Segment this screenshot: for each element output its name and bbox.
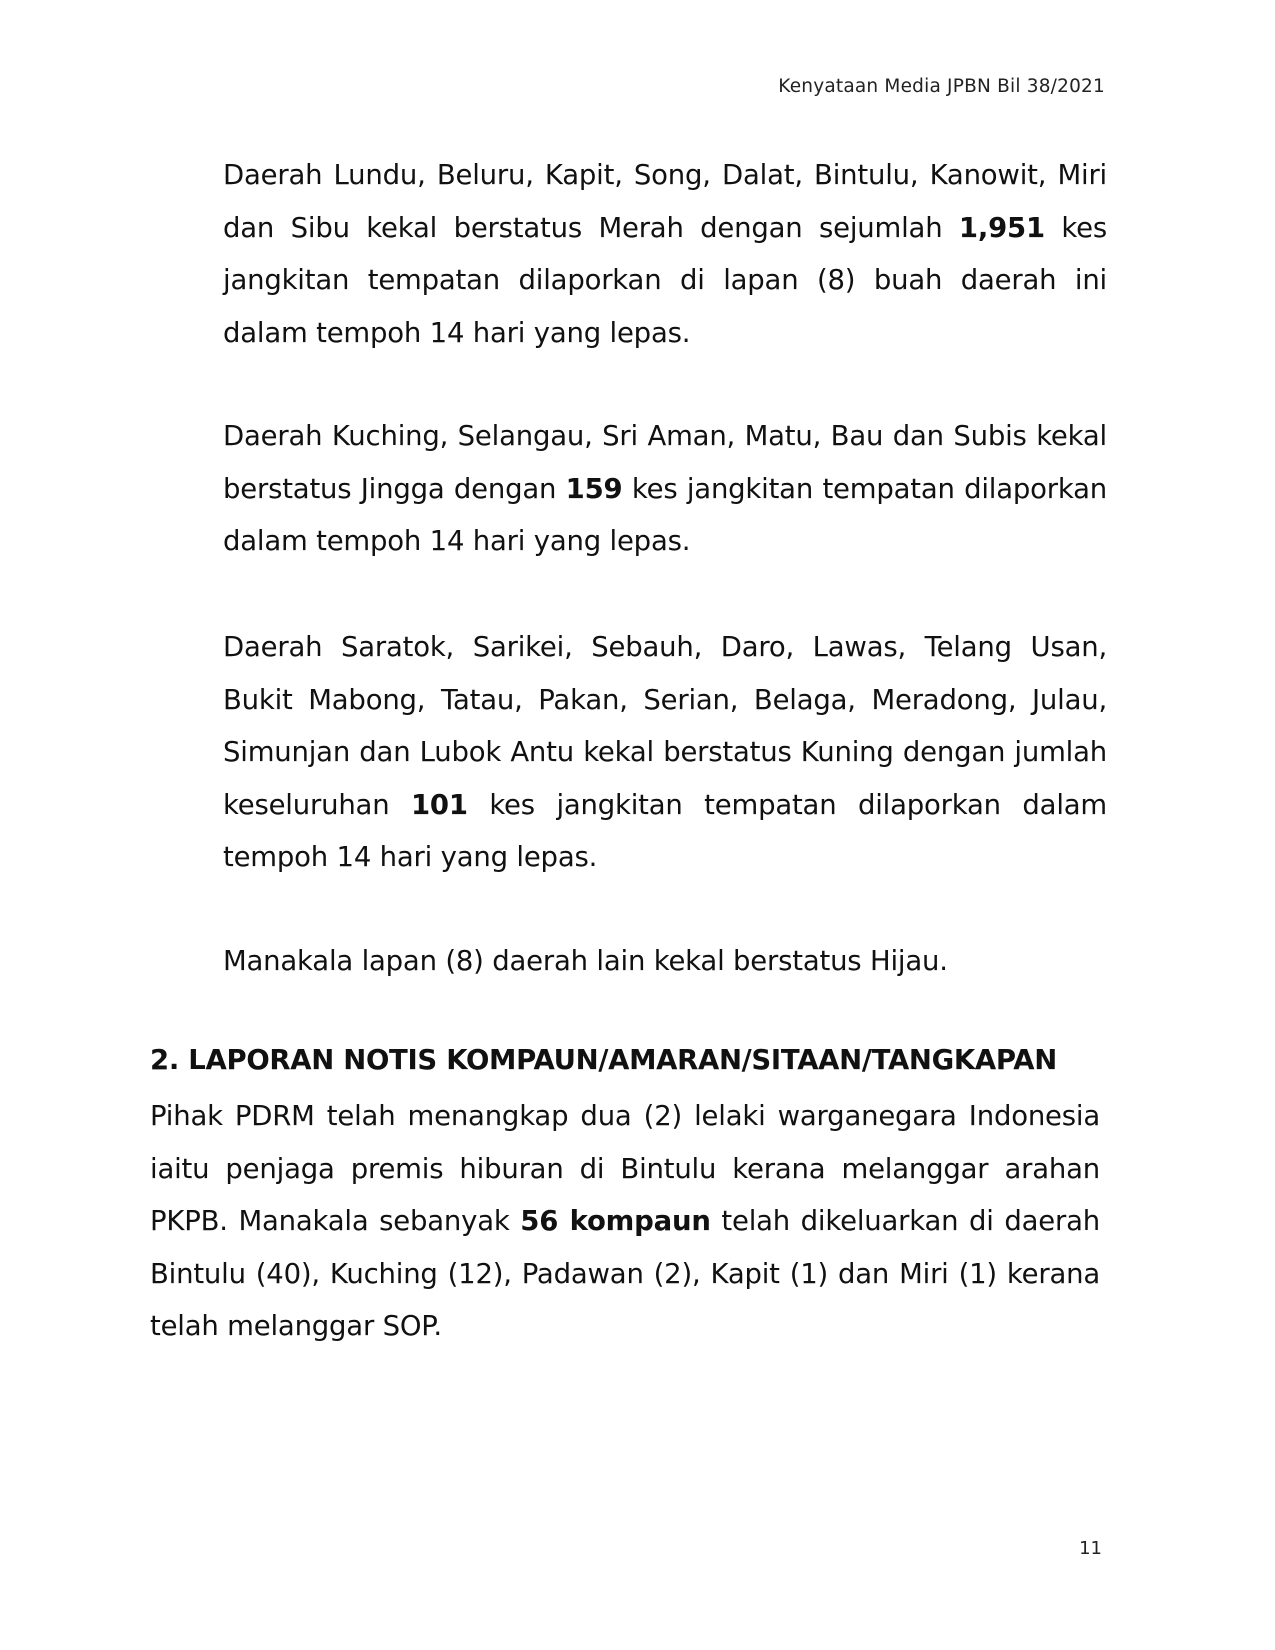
paragraph-compound-report — [150, 1090, 1100, 1353]
orange-zone-case-count: 159 — [565, 472, 623, 505]
paragraph-text: kes jangkitan tempatan dilaporkan dalam tempoh 14 hari yang lepas. — [223, 788, 1107, 873]
paragraph-orange-zones — [223, 410, 1107, 568]
paragraph-red-zones — [223, 149, 1107, 359]
paragraph-green-zones — [223, 935, 1107, 988]
paragraph-text: Daerah Kuching, Selangau, Sri Aman, Matu, Bau dan Subis kekal berstatus Jingga dengan — [223, 420, 1107, 505]
paragraph-text: Daerah Lundu, Beluru, Kapit, Song, Dalat, Bintulu, Kanowit, Miri dan Sibu kekal berstatus Merah dengan sejumlah — [223, 159, 1107, 244]
paragraph-text: Daerah Saratok, Sarikei, Sebauh, Daro, Lawas, Telang Usan, Bukit Mabong, Tatau, Pakan, Serian, Belaga, Meradong, Julau, Simunjan dan Lubok Antu kekal berstatus Kuning dengan jumlah keseluruhan — [223, 631, 1107, 821]
paragraph-text: kes jangkitan tempatan dilaporkan dalam tempoh 14 hari yang lepas. — [223, 472, 1108, 557]
compound-count: 56 kompaun — [520, 1205, 711, 1237]
paragraph-yellow-zones — [223, 621, 1107, 884]
paragraph-text: Pihak PDRM telah menangkap dua (2) lelaki warganegara Indonesia iaitu penjaga premis hiburan di Bintulu kerana melanggar arahan PKPB. Manakala sebanyak — [150, 1100, 1100, 1237]
section-heading: 2. LAPORAN NOTIS KOMPAUN/AMARAN/SITAAN/TANGKAPAN — [150, 1044, 1057, 1076]
yellow-zone-case-count: 101 — [410, 788, 468, 821]
document-header: Kenyataan Media JPBN Bil 38/2021 — [778, 76, 1105, 97]
paragraph-text: Manakala lapan (8) daerah lain kekal berstatus Hijau. — [223, 945, 948, 977]
paragraph-text: telah dikeluarkan di daerah Bintulu (40), Kuching (12), Padawan (2), Kapit (1) dan Miri (1) kerana telah melanggar SOP. — [150, 1205, 1101, 1342]
page-number: 11 — [1079, 1538, 1102, 1559]
paragraph-text: kes jangkitan tempatan dilaporkan di lapan (8) buah daerah ini dalam tempoh 14 hari yang lepas. — [223, 211, 1107, 349]
red-zone-case-count: 1,951 — [958, 211, 1045, 244]
